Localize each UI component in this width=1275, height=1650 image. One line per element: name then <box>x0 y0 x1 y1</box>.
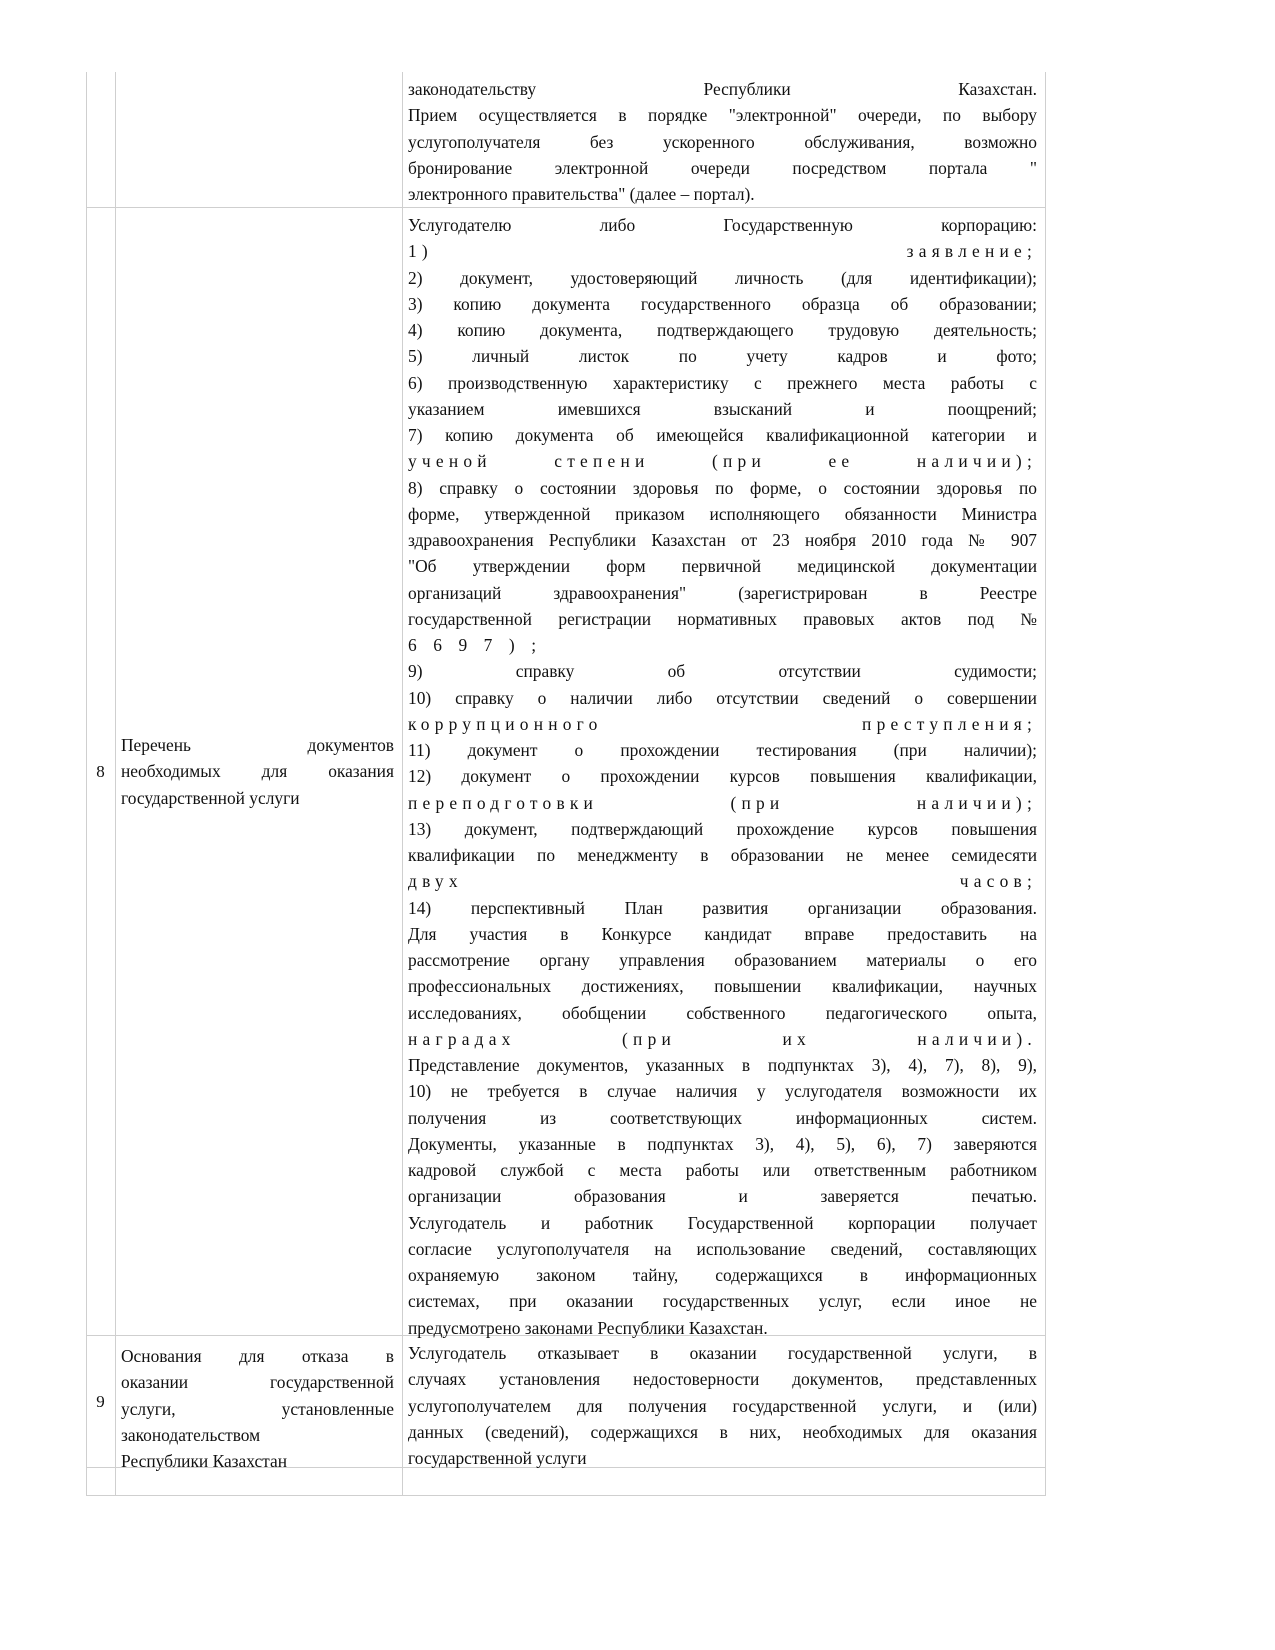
cell-border <box>1045 1336 1046 1467</box>
row-value-line: Документы, указанные в подпунктах 3), 4), 5), 6), 7) заверяются <box>408 1133 1037 1154</box>
row-number <box>86 1468 115 1495</box>
row-value-line: услугополучателя без ускоренного обслуживания, возможно <box>408 131 1037 152</box>
cell-border <box>1045 1468 1046 1495</box>
row-value-line: форме, утвержденной приказом исполняющего обязанности Министра <box>408 503 1037 524</box>
row-value-line: Услугодатель и работник Государственной корпорации получает <box>408 1212 1037 1233</box>
row-value-line: 9) справку об отсутствии судимости; <box>408 661 1037 682</box>
row-value-line: 13) документ, подтверждающий прохождение курсов повышения <box>408 818 1037 839</box>
row-value-line: 6) производственную характеристику с прежнего места работы с <box>408 372 1037 393</box>
row-value-line: ученой степени (при ее наличии); <box>408 451 1037 472</box>
row-value-line: 5) личный листок по учету кадров и фото; <box>408 346 1037 367</box>
cell-border <box>1045 72 1046 207</box>
row-value-line: квалификации по менеджменту в образовании не менее семидесяти <box>408 845 1037 865</box>
row-value-line: 8) справку о состоянии здоровья по форме, о состоянии здоровья по <box>408 477 1037 498</box>
row-value-line: коррупционного преступления; <box>408 713 1037 734</box>
row-name-line: законодательством <box>121 1424 261 1445</box>
row-value-line: Для участия в Конкурсе кандидат вправе предоставить на <box>408 923 1037 944</box>
row-number: 8 <box>96 761 105 781</box>
row-value-line: охраняемую законом тайну, содержащихся в информационных <box>408 1265 1037 1285</box>
row-value-line: здравоохранения Республики Казахстан от 23 ноября 2010 года № 907 <box>408 530 1037 550</box>
table-row <box>86 1336 1046 1471</box>
row-value-line: 11) документ о прохождении тестирования (при наличии); <box>408 740 1037 760</box>
row-name-cell <box>115 1468 402 1495</box>
row-value-line: указанием имевшихся взысканий и поощрений; <box>408 398 1037 419</box>
row-value-line: исследованиях, обобщении собственного педагогического опыта, <box>408 1002 1037 1023</box>
row-value-line: организаций здравоохранения" (зарегистрирован в Реестре <box>408 582 1037 603</box>
row-value-line: Представление документов, указанных в подпунктах 3), 4), 7), 8), 9), <box>408 1055 1037 1075</box>
row-value-cell <box>402 1468 1045 1478</box>
row-value-line: 7) копию документа об имеющейся квалификационной категории и <box>408 425 1037 445</box>
row-name-line: государственной услуги <box>121 787 300 808</box>
row-value-line: переподготовки (при наличии); <box>408 792 1037 813</box>
row-value-line: бронирование электронной очереди посредством портала " <box>408 157 1037 178</box>
cell-border <box>402 1468 403 1495</box>
row-name-cell <box>115 1336 402 1471</box>
row-value-line: 12) документ о прохождении курсов повышения квалификации, <box>408 766 1037 787</box>
row-value-line: Прием осуществляется в порядке "электронной" очереди, по выбору <box>408 105 1037 126</box>
cell-border <box>402 208 403 1335</box>
cell-border <box>1045 208 1046 1335</box>
row-name-line: необходимых для оказания <box>121 761 394 782</box>
row-value-line: Услугодатель отказывает в оказании государственной услуги, в <box>408 1343 1037 1363</box>
row-value-cell <box>402 72 1045 213</box>
row-value-line: 14) перспективный План развития организации образования. <box>408 897 1037 918</box>
table-row <box>86 72 1046 208</box>
row-value-line: государственной услуги <box>408 1448 587 1468</box>
row-name-line: Перечень документов <box>121 735 394 756</box>
cell-border <box>402 72 403 207</box>
row-value-line: организации образования и заверяется печатью. <box>408 1186 1037 1207</box>
row-name-line: оказании государственной <box>121 1372 394 1393</box>
row-name-line: услуги, установленные <box>121 1398 394 1419</box>
row-value-line: услугополучателем для получения государственной услуги, и (или) <box>408 1395 1037 1416</box>
row-name-cell <box>115 208 402 1335</box>
row-value-line: случаях установления недостоверности документов, представленных <box>408 1369 1037 1390</box>
row-value-line: "Об утверждении форм первичной медицинской документации <box>408 556 1037 577</box>
row-value-line: согласие услугополучателя на использование сведений, составляющих <box>408 1238 1037 1259</box>
row-name-cell <box>115 72 402 207</box>
row-value-line: кадровой службой с места работы или ответственным работником <box>408 1160 1037 1180</box>
row-value-line: Услугодателю либо Государственную корпорацию: <box>408 215 1037 235</box>
row-value-line: 4) копию документа, подтверждающего трудовую деятельность; <box>408 320 1037 340</box>
row-value-line: 10) не требуется в случае наличия у услугодателя возможности их <box>408 1081 1037 1102</box>
row-value-line: наградах (при их наличии). <box>408 1028 1037 1049</box>
row-value-line: системах, при оказании государственных услуг, если иное не <box>408 1291 1037 1312</box>
row-value-line: 10) справку о наличии либо отсутствии сведений о совершении <box>408 687 1037 708</box>
row-value-cell <box>402 208 1045 1347</box>
row-value-line: предусмотрено законами Республики Казахстан. <box>408 1317 768 1338</box>
row-value-line: двух часов; <box>408 871 1037 892</box>
row-value-line: получения из соответствующих информационных систем. <box>408 1107 1037 1128</box>
row-value-line: электронного правительства" (далее – портал). <box>408 184 755 204</box>
row-value-cell <box>402 1336 1045 1477</box>
row-name-line: Основания для отказа в <box>121 1346 394 1366</box>
row-name-line: Республики Казахстан <box>121 1451 288 1471</box>
table-row <box>86 1468 1046 1496</box>
row-value-line: 3) копию документа государственного образца об образовании; <box>408 293 1037 314</box>
row-value-line: профессиональных достижениях, повышении квалификации, научных <box>408 976 1037 997</box>
row-number <box>86 72 115 207</box>
row-value-line: законодательству Республики Казахстан. <box>408 79 1037 99</box>
row-value-line: 2) документ, удостоверяющий личность (для идентификации); <box>408 267 1037 288</box>
cell-border <box>402 1336 403 1467</box>
row-value-line: государственной регистрации нормативных правовых актов под № <box>408 608 1037 629</box>
table-row <box>86 208 1046 1336</box>
row-value-line: 1) заявление; <box>408 241 1037 262</box>
row-number: 9 <box>96 1391 105 1411</box>
row-value-line: данных (сведений), содержащихся в них, необходимых для оказания <box>408 1421 1037 1442</box>
row-value-line: 6697); <box>408 635 553 655</box>
row-value-line: рассмотрение органу управления образованием материалы о его <box>408 950 1037 970</box>
